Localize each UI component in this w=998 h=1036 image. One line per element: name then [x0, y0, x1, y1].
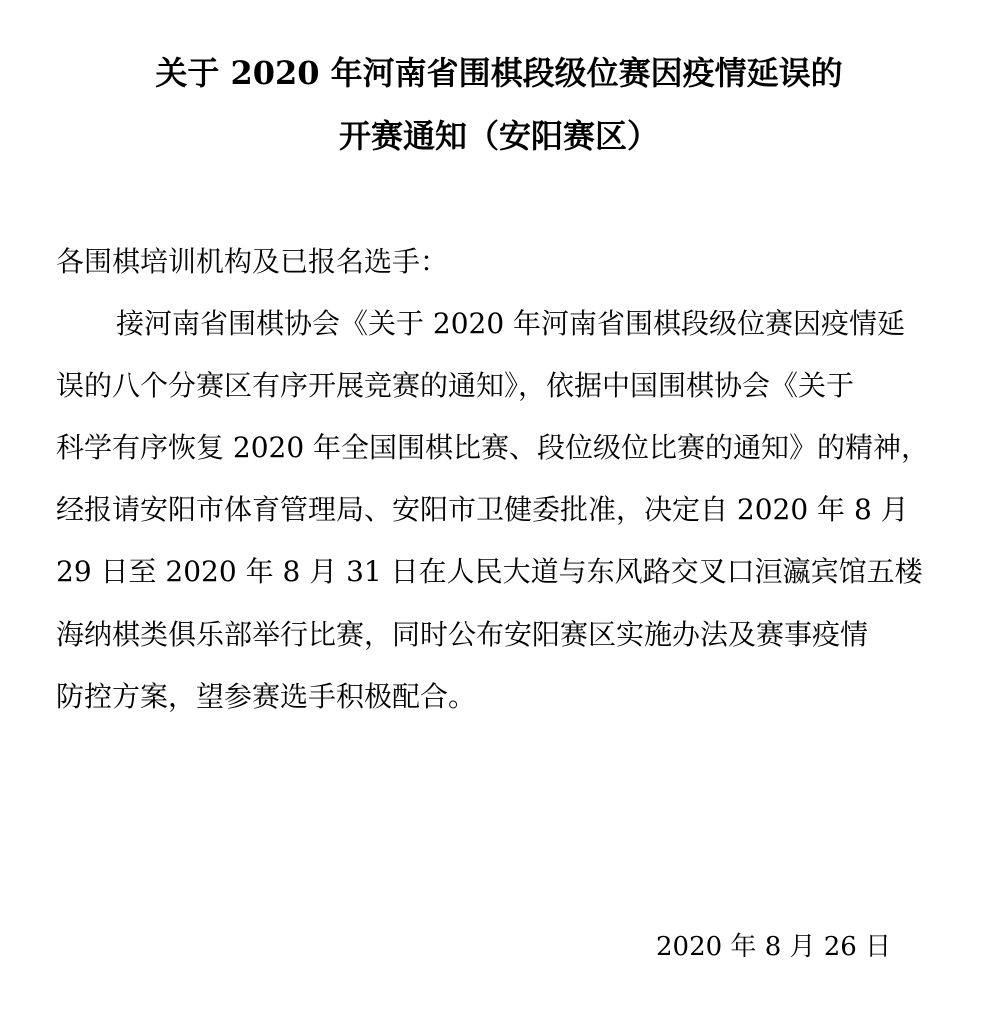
body-line: 经报请安阳市体育管理局、安阳市卫健委批准，决定自 2020 年 8 月	[56, 493, 909, 526]
body-line: 防控方案，望参赛选手积极配合。	[56, 680, 477, 713]
document-title-line-1: 关于 2020 年河南省围棋段级位赛因疫情延误的	[155, 54, 843, 92]
document-title-line-2: 开赛通知（安阳赛区）	[338, 117, 659, 155]
body-line: 海纳棋类俱乐部举行比赛，同时公布安阳赛区实施办法及赛事疫情	[56, 618, 869, 651]
salutation: 各围棋培训机构及已报名选手：	[56, 245, 449, 278]
body-line: 科学有序恢复 2020 年全国围棋比赛、段位级位比赛的通知》的精神，	[56, 431, 930, 464]
body-line: 29 日至 2020 年 8 月 31 日在人民大道与东风路交叉口洹瀛宾馆五楼	[56, 555, 923, 588]
body-line: 误的八个分赛区有序开展竞赛的通知》，依据中国围棋协会《关于	[56, 369, 855, 402]
document-date: 2020 年 8 月 26 日	[656, 932, 892, 962]
body-line: 接河南省围棋协会《关于 2020 年河南省围棋段级位赛因疫情延	[116, 307, 906, 340]
